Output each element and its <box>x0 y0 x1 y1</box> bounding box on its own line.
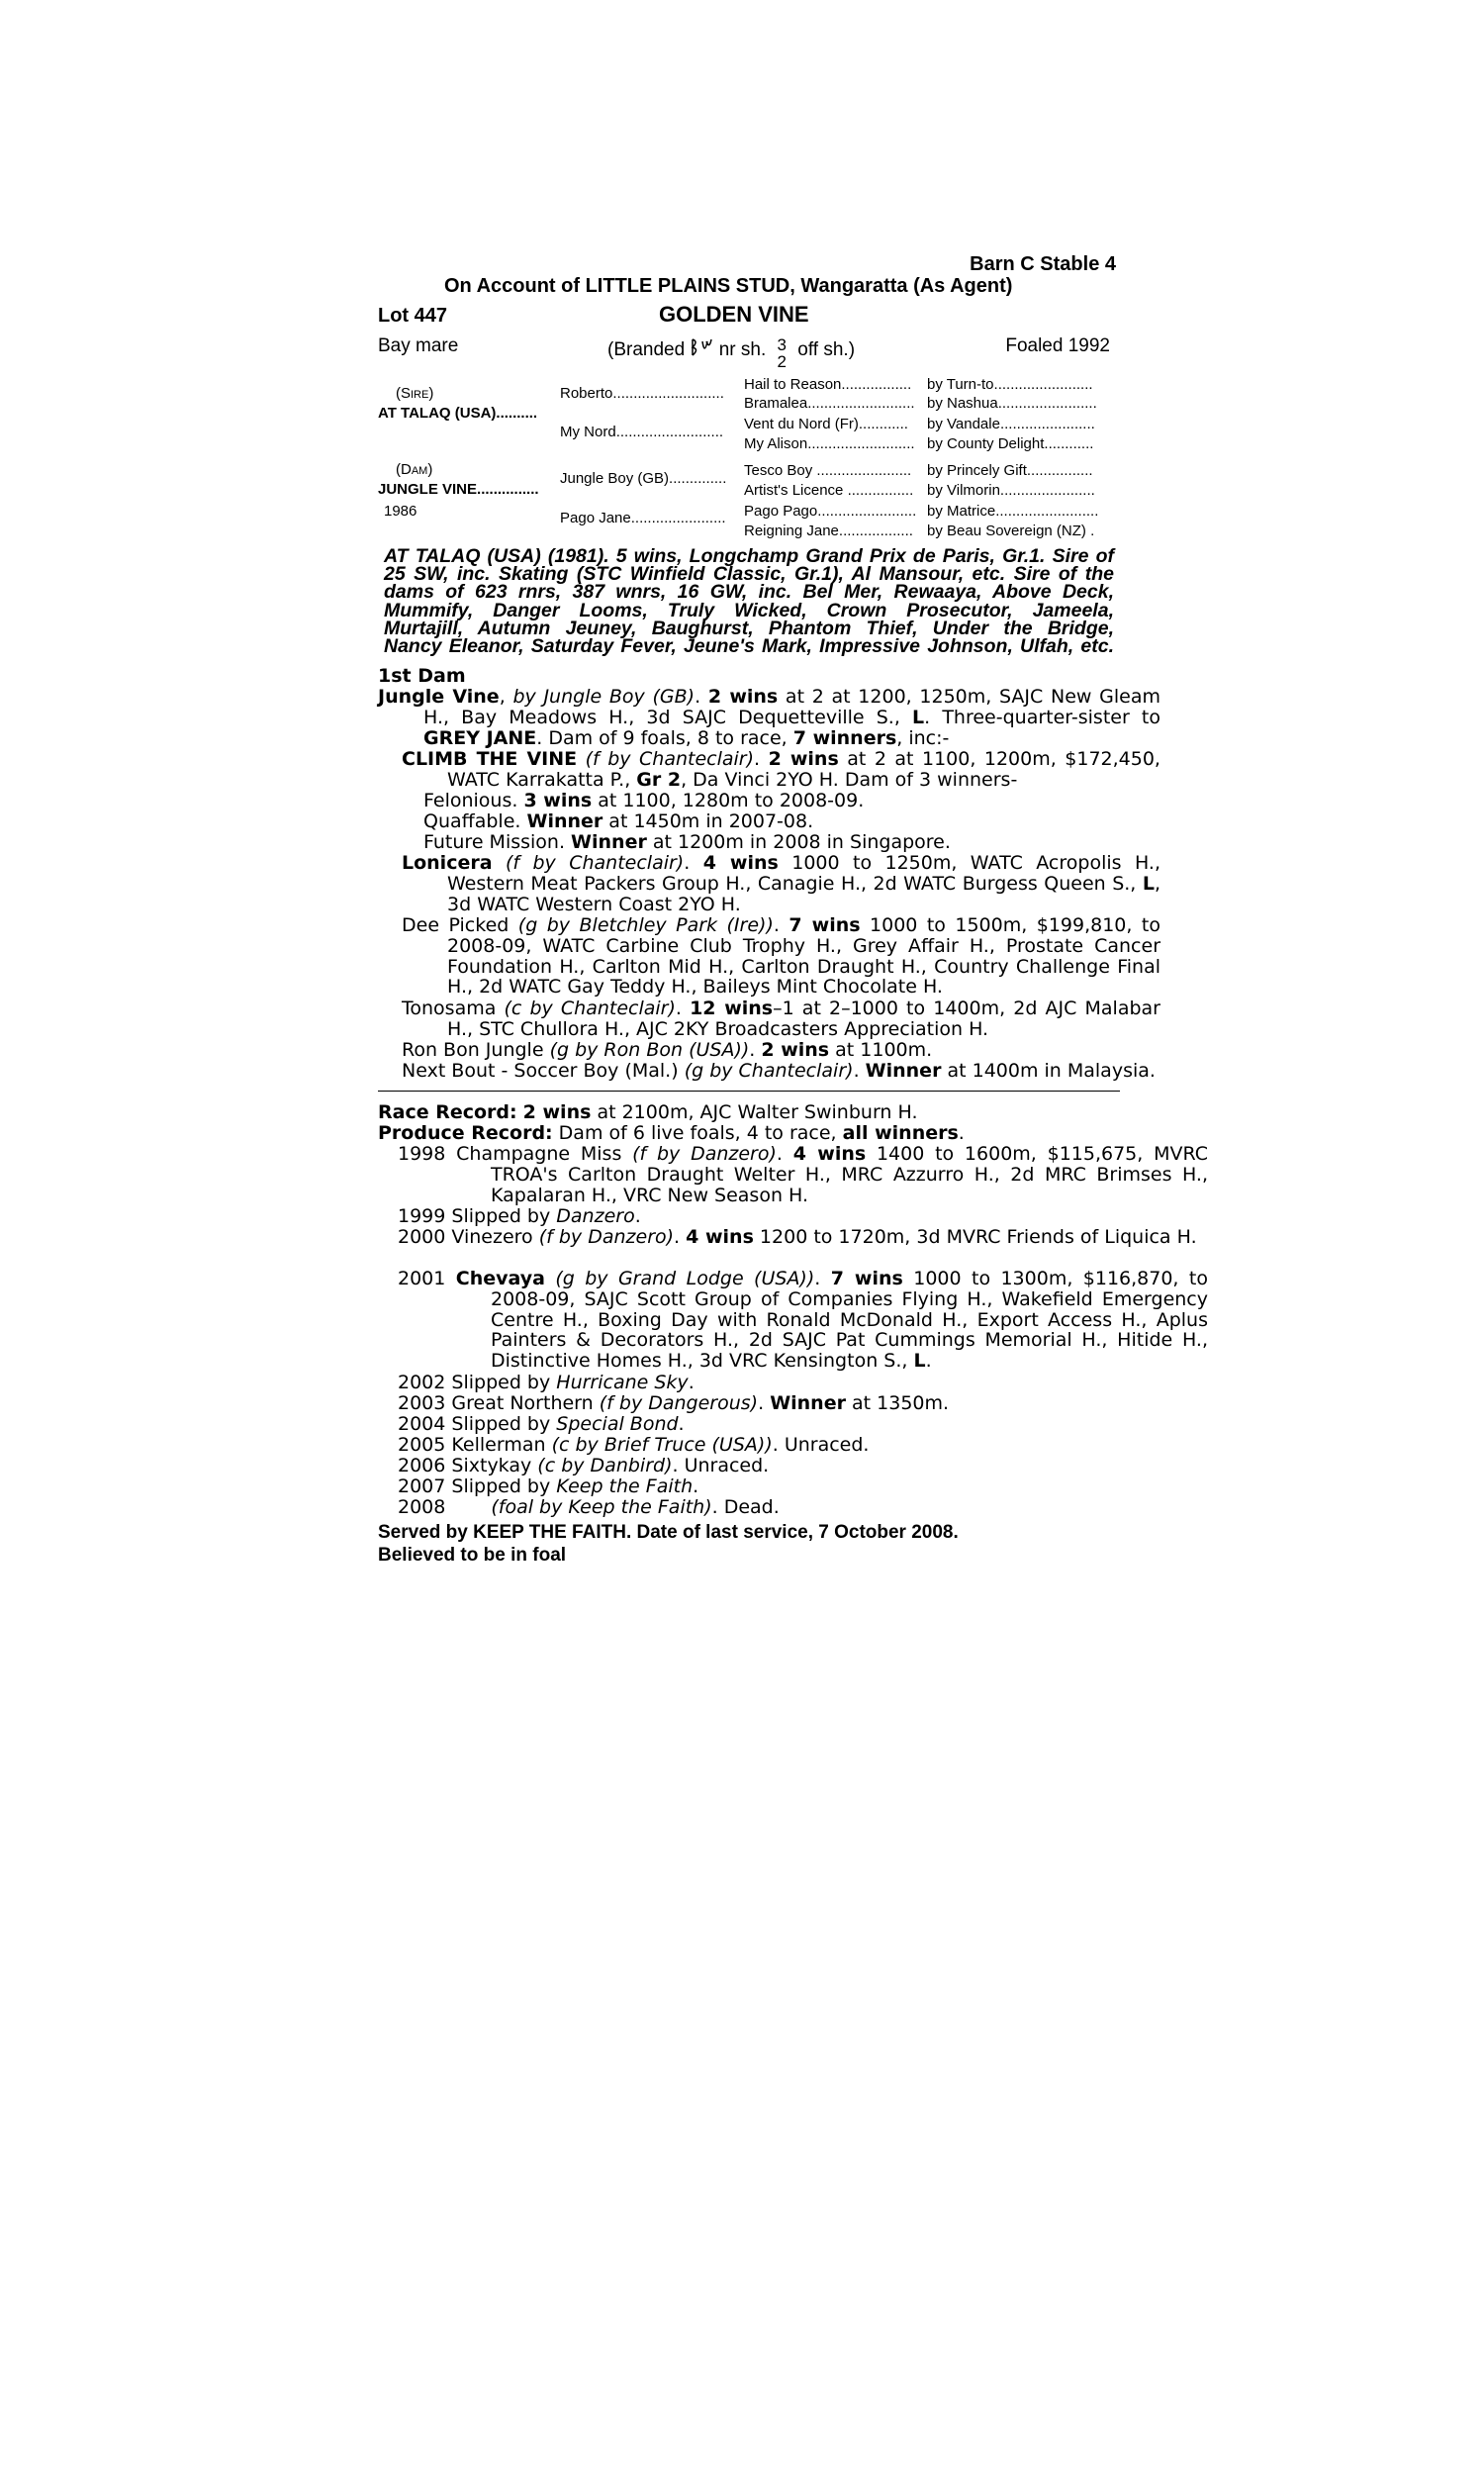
vendor-account: On Account of LITTLE PLAINS STUD, Wangaratta (As Agent) <box>444 275 1013 297</box>
progeny-sire: (g by Bletchley Park (Ire)) <box>517 914 774 936</box>
produce-record <box>378 1123 965 1144</box>
progeny-sire: (f by Chanteclair) <box>505 852 685 874</box>
pedigree-gen4: by Turn-to........................ <box>927 376 1093 393</box>
group-marker: Gr 2 <box>636 768 682 791</box>
dam-name: JUNGLE VINE............... <box>378 481 539 498</box>
progeny-name: Next Bout - Soccer Boy (Mal.) <box>402 1060 679 1082</box>
gen4-entry: by Beau Sovereign (NZ) <box>927 523 1086 539</box>
progeny-wins: 7 wins <box>788 914 861 936</box>
grandprogeny-quaffable <box>423 811 813 832</box>
produce-year: 1999 <box>398 1205 446 1227</box>
produce-text: at 1350m. <box>845 1392 950 1414</box>
progeny-dee-picked: Dee Picked (g by Bletchley Park (Ire)). 7 wins 1000 to 1500m, $199,810, to 2008-09, WATC Carbine Club Trophy H., Grey Affair H., Prostate Cancer Foundation H., Carlton Mid H., Carlton Draught H., Country Challenge Final H., 2d WATC Gay Teddy H., Baileys Mint Chocolate H. <box>402 914 1160 999</box>
brand-fraction-top: 3 <box>777 335 788 354</box>
pedigree-gen3: Tesco Boy ....................... <box>744 462 912 479</box>
progeny-ron-bon-jungle: Ron Bon Jungle (g by Ron Bon (USA)). 2 wins at 1100m. <box>402 1039 933 1061</box>
sire-label: (Sire) <box>396 385 434 402</box>
sire-name: AT TALAQ (USA).......... <box>378 405 538 422</box>
progeny-text: 1000 to 1500m, $199,810, to 2008-09, WATC Carbine Club Trophy H., Grey Affair H., Prostate Cancer Foundation H., Carlton Mid H., Carlton Draught H., Country Challenge Final H., 2d WATC Gay Teddy H., Baileys Mint Chocolate H. <box>447 914 1160 999</box>
sire-summary-line: 25 SW, inc. Skating (STC Winfield Classic, Gr.1), Al Mansour, etc. Sire of the <box>384 563 1114 586</box>
progeny-text: at 1100m. <box>829 1039 933 1061</box>
progeny-wins: 12 wins <box>690 998 774 1019</box>
produce-year: 2000 <box>398 1226 446 1248</box>
progeny-sire: (g by Ron Bon (USA)) <box>549 1039 750 1061</box>
pedigree-gen2: My Nord.......................... <box>560 424 724 440</box>
gen3-entry: Reigning Jane <box>744 523 839 539</box>
grandprogeny-wins: 3 wins <box>523 790 593 811</box>
brand-mark-icon <box>690 335 713 359</box>
produce-text: Slipped by <box>451 1372 557 1393</box>
produce-sire: (f by Danzero) <box>632 1143 777 1165</box>
first-dam-heading: 1st Dam <box>378 665 466 687</box>
dam-name-text: JUNGLE VINE <box>378 481 478 498</box>
pedigree-gen3: Artist's Licence ................ <box>744 482 914 499</box>
pedigree-gen2: Roberto........................... <box>560 385 724 402</box>
gen4-entry: by Vilmorin <box>927 482 1000 499</box>
progeny-wins: 4 wins <box>702 852 779 874</box>
produce-2005 <box>398 1435 869 1456</box>
produce-name: Chevaya <box>455 1268 545 1289</box>
produce-sire: (foal by Keep the Faith) <box>491 1496 712 1518</box>
progeny-name: Tonosama <box>402 998 497 1019</box>
produce-wins: Winner <box>770 1392 846 1414</box>
produce-sire: (c by Brief Truce (USA)) <box>551 1434 773 1456</box>
produce-name: Kellerman <box>451 1434 546 1456</box>
dam-text: at 2 at 1200, 1250m, SAJC New Gleam H., Bay Meadows H., 3d SAJC Dequetteville S., <box>423 686 1160 728</box>
gen3-entry: Vent du Nord (Fr) <box>744 416 859 432</box>
produce-text: . Dead. <box>711 1496 780 1518</box>
brand-description <box>607 335 855 370</box>
race-record-label: Race Record: <box>378 1101 517 1123</box>
produce-2000: 2000 Vinezero (f by Danzero). 4 wins 1200 to 1720m, 3d MVRC Friends of Liquica H. <box>398 1226 1197 1248</box>
gen4-entry: by Turn-to <box>927 376 994 393</box>
produce-sire: Keep the Faith <box>556 1475 694 1497</box>
dam-text: , inc:- <box>896 726 950 749</box>
produce-name: Champagne Miss <box>456 1143 622 1165</box>
produce-year: 2005 <box>398 1434 446 1456</box>
sire-summary-line: Mummify, Danger Looms, Truly Wicked, Crown Prosecutor, Jameela, <box>384 599 1114 621</box>
produce-year: 2002 <box>398 1372 446 1393</box>
produce-2003: 2003 Great Northern (f by Dangerous). Winner at 1350m. <box>398 1392 950 1414</box>
produce-name: Vinezero <box>451 1226 533 1248</box>
grandprogeny-text: Future Mission. <box>423 831 572 853</box>
progeny-wins: 2 wins <box>768 748 839 770</box>
produce-wins: 4 wins <box>792 1143 867 1165</box>
progeny-sire: (f by Chanteclair) <box>585 748 755 770</box>
sire-summary <box>384 545 1114 658</box>
in-foal-note: Believed to be in foal <box>378 1545 567 1566</box>
produce-record-text: . <box>958 1122 965 1144</box>
produce-sire: (f by Dangerous) <box>599 1392 759 1414</box>
pedigree-gen4: by Beau Sovereign (NZ) . <box>927 523 1095 539</box>
progeny-name: Ron Bon Jungle <box>402 1039 544 1061</box>
pedigree-gen4: by Matrice......................... <box>927 503 1099 520</box>
progeny-text: at 1400m in Malaysia. <box>941 1060 1156 1082</box>
sire-summary-line: dams of 623 rnrs, 387 wnrs, 16 GW, inc. Bel Mer, Rewaaya, Above Deck, <box>384 581 1114 604</box>
horse-name: GOLDEN VINE <box>659 302 809 327</box>
produce-2002: 2002 Slipped by Hurricane Sky. <box>398 1372 695 1393</box>
progeny-sire: (c by Chanteclair) <box>504 998 676 1019</box>
gen3-entry: Tesco Boy <box>744 462 813 479</box>
sire-summary-line: Nancy Eleanor, Saturday Fever, Jeune's Mark, Impressive Johnson, Ulfah, etc. <box>384 635 1114 658</box>
produce-sire: Hurricane Sky <box>556 1372 689 1393</box>
dam-text: . Three-quarter-sister to <box>924 706 1160 728</box>
produce-sire: Special Bond <box>556 1413 679 1435</box>
produce-sire: (g by Grand Lodge (USA)) <box>555 1268 815 1289</box>
produce-record-winners: all winners <box>842 1122 959 1144</box>
progeny-text: 1000 to 1250m, WATC Acropolis H., Western Meat Packers Group H., Canagie H., 2d WATC Burgess Queen S., <box>447 852 1160 895</box>
produce-2007: 2007 Slipped by Keep the Faith. <box>398 1475 699 1497</box>
produce-name: Sixtykay <box>451 1455 532 1476</box>
produce-text: . Unraced. <box>672 1455 770 1476</box>
dam-sister: GREY JANE <box>423 726 537 749</box>
gen2-entry: My Nord <box>560 424 616 440</box>
pedigree-gen3: Pago Pago........................ <box>744 503 917 520</box>
produce-record-label: Produce Record: <box>378 1122 553 1144</box>
pedigree-gen3: My Alison.......................... <box>744 435 915 452</box>
listed-marker: L <box>1142 872 1155 895</box>
gen4-entry: by Princely Gift <box>927 462 1027 479</box>
produce-text: . Unraced. <box>772 1434 870 1456</box>
produce-2001: 2001 Chevaya (g by Grand Lodge (USA)). 7 wins 1000 to 1300m, $116,870, to 2008-09, SAJC Scott Group of Companies Flying H., Wakefield Emergency Centre H., Boxing Day with Ronald McDonald H., Export Access H., Aplus Painters & Decorators H., 2d SAJC Pat Cummings Memorial H., Hitide H., Distinctive Homes H., 3d VRC Kensington S., L. <box>398 1268 1208 1373</box>
pedigree-gen4: by Vandale....................... <box>927 416 1095 432</box>
produce-year: 1998 <box>398 1143 446 1165</box>
pedigree-gen3: Hail to Reason................. <box>744 376 912 393</box>
grandprogeny-wins: Winner <box>571 831 647 853</box>
gen4-entry: by County Delight <box>927 435 1045 452</box>
pedigree-gen4: by Vilmorin....................... <box>927 482 1095 499</box>
produce-text: Slipped by <box>451 1475 557 1497</box>
dam-sire-italic: by Jungle Boy (GB) <box>512 686 696 708</box>
pedigree-gen4: by County Delight............ <box>927 435 1094 452</box>
produce-2008 <box>398 1497 780 1518</box>
progeny-text: at 2 at 1100, 1200m, $172,450, WATC Karrakatta P., <box>447 748 1160 791</box>
progeny-wins: Winner <box>865 1060 942 1082</box>
produce-wins: 4 wins <box>686 1226 754 1248</box>
progeny-text: , Da Vinci 2YO H. Dam of 3 winners- <box>681 768 1018 791</box>
lot-number: Lot 447 <box>378 305 448 327</box>
pedigree-gen3: Vent du Nord (Fr)............ <box>744 416 908 432</box>
pedigree-gen3: Reigning Jane.................. <box>744 523 913 539</box>
grandprogeny-future-mission <box>423 832 951 853</box>
gen2-entry: Jungle Boy (GB) <box>560 470 670 487</box>
produce-year: 2007 <box>398 1475 446 1497</box>
produce-sire: (c by Danbird) <box>537 1455 673 1476</box>
dam-winners: 7 winners <box>792 726 897 749</box>
sex-colour: Bay mare <box>378 335 459 356</box>
brand-mid: nr sh. <box>718 339 767 360</box>
race-record <box>378 1102 918 1123</box>
gen3-entry: Hail to Reason <box>744 376 842 393</box>
produce-name: Great Northern <box>451 1392 594 1414</box>
progeny-wins: 2 wins <box>761 1039 830 1061</box>
race-record-text: at 2100m, AJC Walter Swinburn H. <box>591 1101 918 1123</box>
gen3-entry: Artist's Licence <box>744 482 844 499</box>
race-record-wins: 2 wins <box>522 1101 592 1123</box>
produce-year: 2003 <box>398 1392 446 1414</box>
produce-2004: 2004 Slipped by Special Bond. <box>398 1413 685 1435</box>
foaled-year: Foaled 1992 <box>1005 335 1110 356</box>
barn-stable: Barn C Stable 4 <box>970 253 1116 275</box>
produce-text: 1200 to 1720m, 3d MVRC Friends of Liquica H. <box>753 1226 1197 1248</box>
gen2-entry: Roberto <box>560 385 613 402</box>
produce-year: 2001 <box>398 1268 446 1289</box>
service-note: Served by KEEP THE FAITH. Date of last service, 7 October 2008. <box>378 1522 959 1543</box>
progeny-name: Lonicera <box>402 852 493 874</box>
progeny-text: –1 at 2–1000 to 1400m, 2d AJC Malabar H., STC Chullora H., AJC 2KY Broadcasters Appreciation H. <box>447 998 1160 1040</box>
produce-year: 2004 <box>398 1413 446 1435</box>
grandprogeny-text: at 1100, 1280m to 2008-09. <box>592 790 865 811</box>
listed-marker: L <box>912 706 925 728</box>
gen3-entry: Pago Pago <box>744 503 818 520</box>
section-divider <box>378 1091 1120 1092</box>
produce-1999: 1999 Slipped by Danzero. <box>398 1205 641 1227</box>
dam-name-bold: Jungle Vine <box>378 686 500 708</box>
brand-prefix: (Branded <box>607 339 686 360</box>
produce-year: 2006 <box>398 1455 446 1476</box>
produce-text: Slipped by <box>451 1413 557 1435</box>
grandprogeny-felonious <box>423 791 864 811</box>
progeny-name: Dee Picked <box>402 914 510 936</box>
produce-1998: 1998 Champagne Miss (f by Danzero). 4 wins 1400 to 1600m, $115,675, MVRC TROA's Carlton Draught Welter H., MRC Azzurro H., 2d MRC Brimses H., Kapalaran H., VRC New Season H. <box>398 1143 1208 1206</box>
grandprogeny-text: Felonious. <box>423 790 524 811</box>
produce-text: Slipped by <box>451 1205 557 1227</box>
brand-suffix: off sh.) <box>797 339 856 360</box>
progeny-tonosama: Tonosama (c by Chanteclair). 12 wins–1 at 2–1000 to 1400m, 2d AJC Malabar H., STC Chullora H., AJC 2KY Broadcasters Appreciation H. <box>402 998 1160 1040</box>
pedigree-gen3: Bramalea.......................... <box>744 395 915 412</box>
gen3-entry: Bramalea <box>744 395 808 412</box>
produce-year: 2008 <box>398 1496 446 1518</box>
gen4-entry: by Vandale <box>927 416 1000 432</box>
dam-wins: 2 wins <box>707 686 779 708</box>
brand-fraction <box>778 336 787 370</box>
grandprogeny-text: at 1200m in 2008 in Singapore. <box>646 831 951 853</box>
gen4-entry: by Nashua <box>927 395 998 412</box>
produce-text: 1400 to 1600m, $115,675, MVRC TROA's Carlton Draught Welter H., MRC Azzurro H., 2d MRC Brimses H., Kapalaran H., VRC New Season H. <box>491 1143 1208 1206</box>
grandprogeny-text: Quaffable. <box>423 810 527 832</box>
dam-text: . Dam of 9 foals, 8 to race, <box>536 726 793 749</box>
progeny-text: , 3d WATC Western Coast 2YO H. <box>447 872 1160 915</box>
produce-wins: 7 wins <box>830 1268 903 1289</box>
dam-label: (Dam) <box>396 461 433 478</box>
gen4-entry: by Matrice <box>927 503 996 520</box>
sire-summary-line: Murtajill, Autumn Jeuney, Baughurst, Phantom Thief, Under the Bridge, <box>384 617 1114 639</box>
listed-marker: L <box>913 1350 926 1373</box>
first-dam-paragraph: Jungle Vine, by Jungle Boy (GB). 2 wins at 2 at 1200, 1250m, SAJC New Gleam H., Bay Meadows H., 3d SAJC Dequetteville S., L. Three-quarter-sister to GREY JANE. Dam of 9 foals, 8 to race, 7 winners, inc:- <box>378 686 1160 749</box>
progeny-climb-the-vine: CLIMB THE VINE (f by Chanteclair). 2 wins at 2 at 1100, 1200m, $172,450, WATC Karrakatta P., Gr 2, Da Vinci 2YO H. Dam of 3 winners- <box>402 748 1160 791</box>
dam-year: 1986 <box>384 503 417 520</box>
progeny-name: CLIMB THE VINE <box>402 748 578 770</box>
progeny-sire: (g by Chanteclair) <box>684 1060 854 1082</box>
pedigree-gen4: by Princely Gift................ <box>927 462 1093 479</box>
progeny-next-bout: Next Bout - Soccer Boy (Mal.) (g by Chanteclair). Winner at 1400m in Malaysia. <box>402 1060 1156 1082</box>
produce-text: . <box>925 1350 932 1373</box>
pedigree-gen4: by Nashua........................ <box>927 395 1097 412</box>
grandprogeny-wins: Winner <box>526 810 603 832</box>
produce-sire: Danzero <box>556 1205 635 1227</box>
produce-text: 1000 to 1300m, $116,870, to 2008-09, SAJC Scott Group of Companies Flying H., Wakefield Emergency Centre H., Boxing Day with Ronald McDonald H., Export Access H., Aplus Painters & Decorators H., 2d SAJC Pat Cummings Memorial H., Hitide H., Distinctive Homes H., 3d VRC Kensington S., <box>491 1268 1208 1373</box>
pedigree-gen2: Pago Jane....................... <box>560 510 726 526</box>
grandprogeny-text: at 1450m in 2007-08. <box>603 810 814 832</box>
gen3-entry: My Alison <box>744 435 808 452</box>
pedigree-gen2: Jungle Boy (GB).............. <box>560 470 727 487</box>
produce-2006 <box>398 1456 769 1476</box>
sire-summary-line: AT TALAQ (USA) (1981). 5 wins, Longchamp Grand Prix de Paris, Gr.1. Sire of <box>384 545 1114 567</box>
gen2-entry: Pago Jane <box>560 510 631 526</box>
progeny-lonicera: Lonicera (f by Chanteclair). 4 wins 1000 to 1250m, WATC Acropolis H., Western Meat Packers Group H., Canagie H., 2d WATC Burgess Queen S., L, 3d WATC Western Coast 2YO H. <box>402 852 1160 915</box>
brand-fraction-bottom: 2 <box>777 352 788 371</box>
produce-sire: (f by Danzero) <box>538 1226 675 1248</box>
sire-name-text: AT TALAQ (USA) <box>378 405 497 422</box>
produce-record-text: Dam of 6 live foals, 4 to race, <box>552 1122 843 1144</box>
